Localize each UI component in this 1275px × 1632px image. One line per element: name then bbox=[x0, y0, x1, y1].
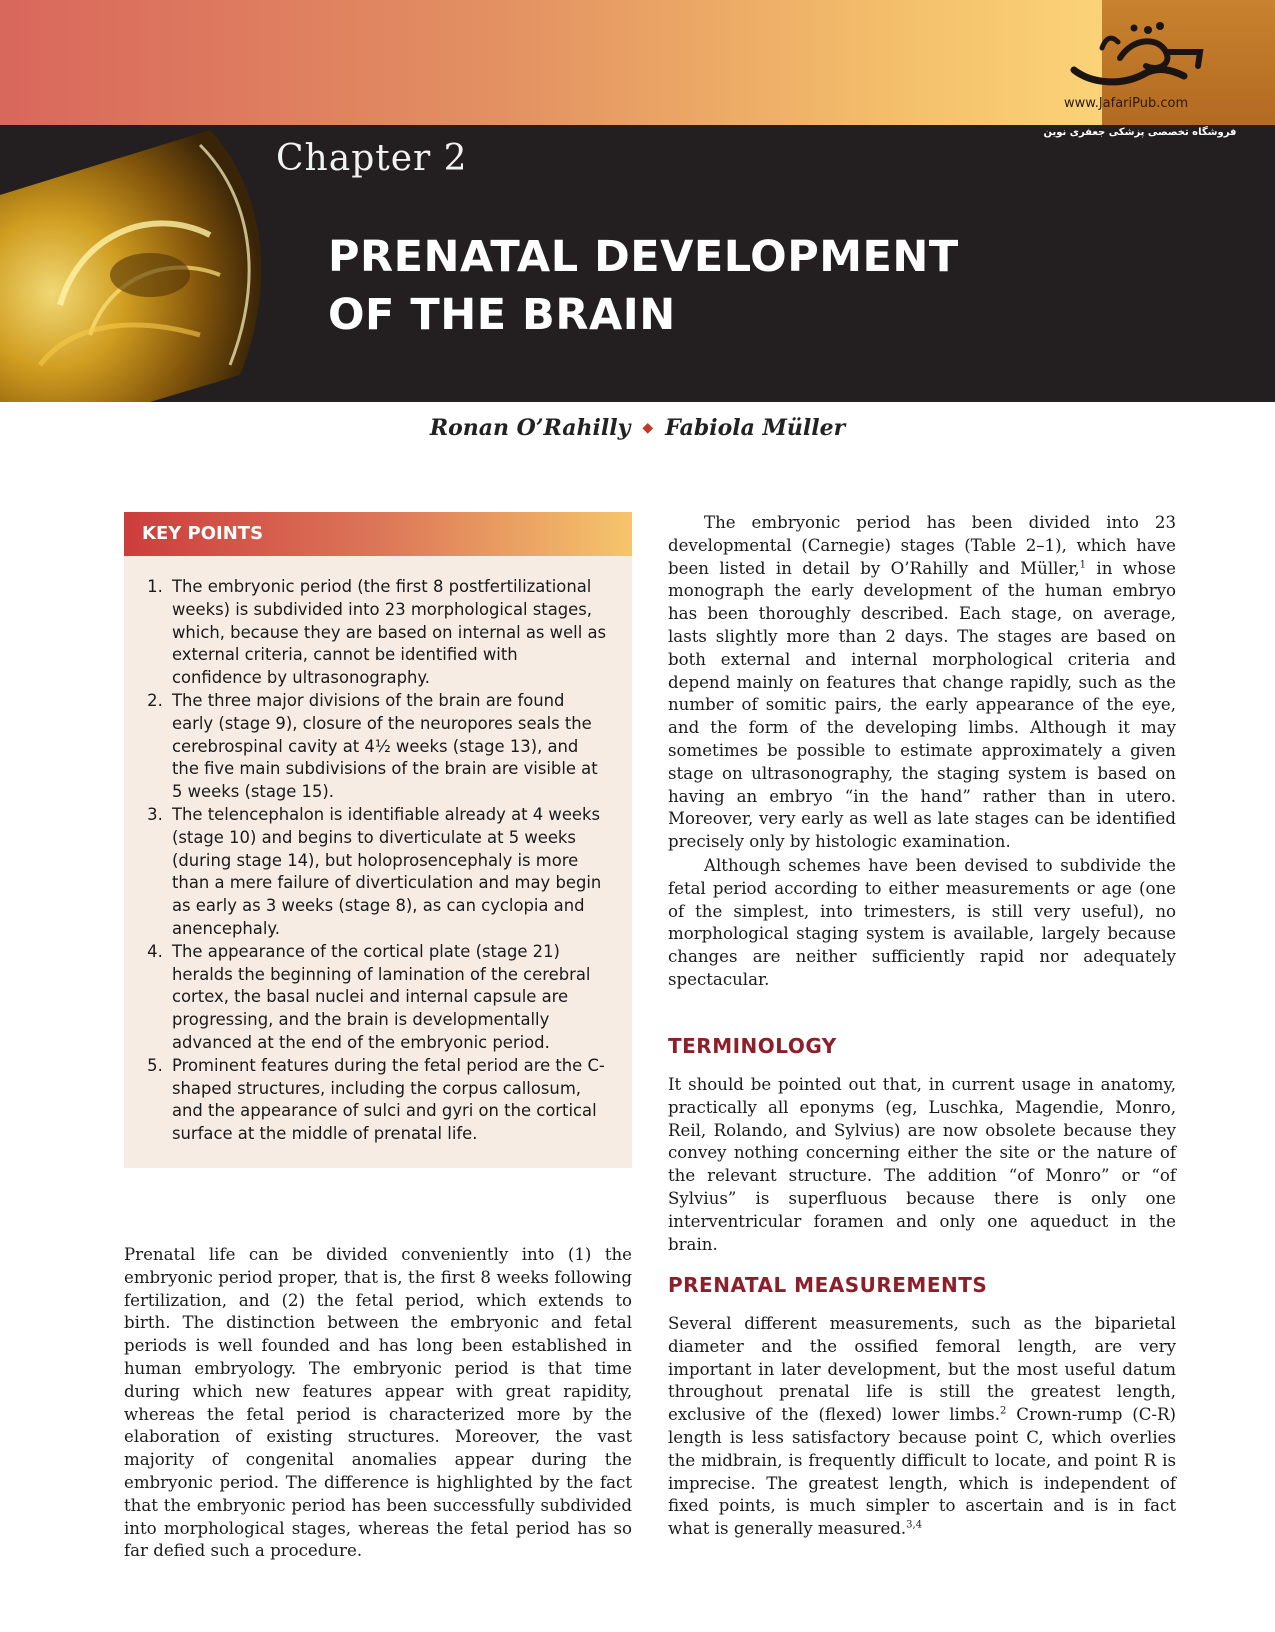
chapter-title-line-2: OF THE BRAIN bbox=[328, 290, 676, 340]
chapter-label: Chapter 2 bbox=[276, 138, 468, 179]
publisher-logo-icon bbox=[1062, 18, 1212, 98]
measurements-paragraph bbox=[668, 1313, 1176, 1541]
key-point-item: 4. The appearance of the cortical plate (stage 21) heralds the beginning of lamination of the cerebral cortex, the basal nuclei and internal capsule are progressing, and the brain is developmentally advanced at the end of the embryonic period. bbox=[168, 941, 610, 1055]
publisher-url[interactable]: www.JafariPub.com bbox=[1064, 96, 1189, 111]
stages-paragraph-2: Although schemes have been devised to subdivide the fetal period according to either measurements or age (one of the simplest, into trimesters, is still very useful), no morphological staging system is available, largely because changes are neither sufficiently rapid nor adequately spectacular. bbox=[668, 856, 1176, 989]
author-line bbox=[0, 415, 1275, 441]
terminology-heading: TERMINOLOGY bbox=[668, 1034, 837, 1058]
key-point-item: 2. The three major divisions of the brain are found early (stage 9), closure of the neuropores seals the cerebrospinal cavity at 4½ weeks (stage 13), and the five main subdivisions of the brain are visible at 5 weeks (stage 15). bbox=[168, 690, 610, 804]
chapter-title-line-1: PRENATAL DEVELOPMENT bbox=[328, 232, 959, 282]
key-points-box bbox=[124, 556, 632, 1168]
stages-text-a: The embryonic period has been divided into 23 developmental (Carnegie) stages (Table 2–1), which have been listed in detail by O’Rahilly and Müller, bbox=[668, 513, 1176, 578]
chapter-title bbox=[328, 228, 959, 344]
stages-paragraph-1 bbox=[668, 512, 1176, 854]
terminology-paragraph: It should be pointed out that, in current usage in anatomy, practically all eponyms (eg, Luschka, Magendie, Monro, Reil, Rolando, and Sylvius) are now obsolete because they convey nothing concerning either the site or the nature of the relevant structure. The addition “of Monro” or “of Sylvius” is superfluous because there is only one interventricular foramen and only one aqueduct in the brain. bbox=[668, 1075, 1176, 1254]
key-points-heading: KEY POINTS bbox=[124, 512, 632, 556]
stages-text-b: in whose monograph the early development of the human embryo has been thoroughly described. Each stage, on average, lasts slightly more than 2 days. The stages are based on both external and internal morphological criteria and depend mainly on features that change rapidly, such as the number of somitic pairs, the early appearance of the eye, and the form of the developing limbs. Although it may sometimes be possible to estimate approximately a given stage on ultrasonography, the staging system is based on having an embryo “in the hand” rather than in utero. Moreover, very early as well as late stages can be identified precisely only by histologic examination. bbox=[668, 558, 1176, 852]
author-name: Ronan O’Rahilly bbox=[429, 415, 631, 441]
author-name: Fabiola Müller bbox=[665, 415, 846, 441]
reference-superscript: 2 bbox=[999, 1405, 1007, 1417]
key-point-item: 3. The telencephalon is identifiable already at 4 weeks (stage 10) and begins to diverticulate at 5 weeks (during stage 14), but holoprosencephaly is more than a mere failure of diverticulation and may begin as early as 3 weeks (stage 8), as can cyclopia and anencephaly. bbox=[168, 804, 610, 941]
reference-superscript: 1 bbox=[1079, 559, 1087, 571]
measurements-heading: PRENATAL MEASUREMENTS bbox=[668, 1273, 988, 1297]
measurements-text-a: Several different measurements, such as the biparietal diameter and the ossified femoral length, are very important in later development, but the most useful datum throughout prenatal life is still the greatest length, exclusive of the (flexed) lower limbs. bbox=[668, 1314, 1176, 1425]
intro-paragraph: Prenatal life can be divided conveniently into (1) the embryonic period proper, that is, the first 8 weeks following fertilization, and (2) the fetal period, which extends to birth. The distinction between the embryonic and fetal periods is well founded and has long been established in human embryology. The embryonic period is that time during which new features appear with great rapidity, whereas the fetal period is characterized more by the elaboration of existing structures. Moreover, the vast majority of congenital anomalies appear during the embryonic period. The difference is highlighted by the fact that the embryonic period has been successfully subdivided into morphological stages, whereas the fetal period has so far defied such a procedure. bbox=[124, 1245, 632, 1561]
key-point-item: 1. The embryonic period (the first 8 postfertilizational weeks) is subdivided into 23 morphological stages, which, because they are based on internal as well as external criteria, cannot be identified with confidence by ultrasonography. bbox=[168, 576, 610, 690]
author-separator: ◆ bbox=[642, 420, 654, 436]
key-points-list bbox=[138, 576, 610, 1146]
measurements-text-b: Crown-rump (C-R) length is less satisfactory because point C, which overlies the midbrain, is frequently difficult to locate, and point R is imprecise. The greatest length, which is independent of fixed points, is much simpler to ascertain and is in fact what is generally measured. bbox=[668, 1405, 1176, 1539]
publisher-tagline: فروشگاه تخصصی پزشکی جعفری نوین bbox=[1043, 127, 1237, 138]
header-gradient-band bbox=[0, 0, 1102, 125]
key-point-item: 5. Prominent features during the fetal period are the C-shaped structures, including the corpus callosum, and the appearance of sulci and gyri on the cortical surface at the middle of prenatal life. bbox=[168, 1055, 610, 1146]
reference-superscript: 3,4 bbox=[906, 1519, 923, 1531]
